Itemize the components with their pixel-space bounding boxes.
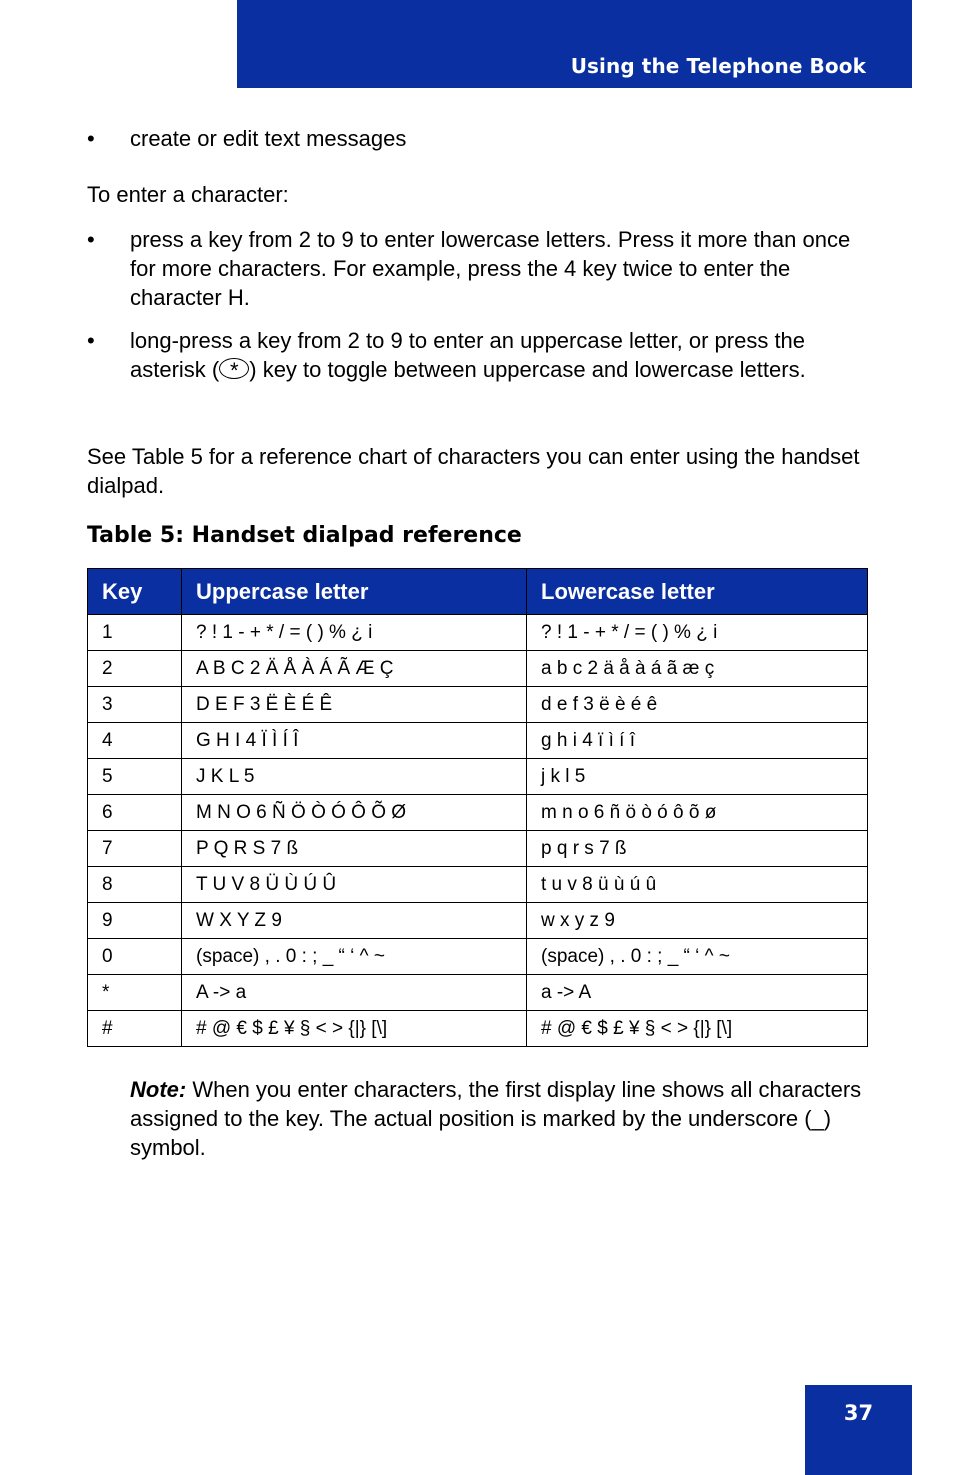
table-row <box>88 615 868 651</box>
table-row <box>88 975 868 1011</box>
lowercase-cell: ? ! 1 - + * / = ( ) % ¿ i <box>527 615 868 651</box>
text-segment: long-press a key from 2 to 9 to enter an uppercase letter, or press the asterisk ( <box>130 328 806 382</box>
uppercase-cell: # @ € $ £ ¥ § < > {|} [\] <box>182 1011 527 1047</box>
uppercase-cell: M N O 6 Ñ Ö Ò Ó Ô Õ Ø <box>182 795 527 831</box>
lowercase-cell: m n o 6 ñ ö ò ó ô õ ø <box>527 795 868 831</box>
dialpad-reference-table <box>87 568 868 1047</box>
table-title: Table 5: Handset dialpad reference <box>87 523 522 548</box>
column-header-uppercase: Uppercase letter <box>182 569 527 615</box>
key-cell: 9 <box>88 903 182 939</box>
table-row <box>88 795 868 831</box>
asterisk-key-icon: * <box>219 358 249 379</box>
page-number-box <box>805 1385 912 1475</box>
paragraph: To enter a character: <box>87 182 289 207</box>
lowercase-cell: a -> A <box>527 975 868 1011</box>
uppercase-cell: D E F 3 Ë È É Ê <box>182 687 527 723</box>
key-cell: 8 <box>88 867 182 903</box>
key-cell: 2 <box>88 651 182 687</box>
bullet-icon: • <box>87 328 95 353</box>
section-title: Using the Telephone Book <box>570 54 866 78</box>
list-item-text <box>130 326 875 384</box>
column-header-lowercase: Lowercase letter <box>527 569 868 615</box>
key-cell: 7 <box>88 831 182 867</box>
key-cell: 5 <box>88 759 182 795</box>
table-header-row <box>88 569 868 615</box>
lowercase-cell: a b c 2 ä å à á ã æ ç <box>527 651 868 687</box>
uppercase-cell: (space) , . 0 : ; _ “ ‘ ^ ~ <box>182 939 527 975</box>
table-row <box>88 651 868 687</box>
uppercase-cell: T U V 8 Ü Ù Ú Û <box>182 867 527 903</box>
table-row <box>88 759 868 795</box>
list-item-text: create or edit text messages <box>130 126 407 151</box>
lowercase-cell: (space) , . 0 : ; _ “ ‘ ^ ~ <box>527 939 868 975</box>
key-cell: 0 <box>88 939 182 975</box>
key-cell: 6 <box>88 795 182 831</box>
key-cell: 1 <box>88 615 182 651</box>
column-header-key: Key <box>88 569 182 615</box>
uppercase-cell: G H I 4 Ï Ì Í Î <box>182 723 527 759</box>
note <box>130 1075 875 1162</box>
note-label: Note: <box>130 1077 187 1102</box>
table-row <box>88 1011 868 1047</box>
text-segment: ) key to toggle between uppercase and lowercase letters. <box>249 357 806 382</box>
table-row <box>88 939 868 975</box>
key-cell: # <box>88 1011 182 1047</box>
header-bar <box>237 0 912 88</box>
table-row <box>88 687 868 723</box>
key-cell: 4 <box>88 723 182 759</box>
lowercase-cell: g h i 4 ï ì í î <box>527 723 868 759</box>
lowercase-cell: w x y z 9 <box>527 903 868 939</box>
key-cell: * <box>88 975 182 1011</box>
table-row <box>88 903 868 939</box>
uppercase-cell: P Q R S 7 ß <box>182 831 527 867</box>
page-number: 37 <box>843 1401 874 1425</box>
uppercase-cell: J K L 5 <box>182 759 527 795</box>
table-row <box>88 723 868 759</box>
lowercase-cell: j k l 5 <box>527 759 868 795</box>
lowercase-cell: p q r s 7 ß <box>527 831 868 867</box>
key-cell: 3 <box>88 687 182 723</box>
table-row <box>88 831 868 867</box>
note-text: When you enter characters, the first display line shows all characters assigned to the key. The actual position is marked by the underscore (_) symbol. <box>130 1077 862 1160</box>
uppercase-cell: A B C 2 Ä Å À Á Ã Æ Ç <box>182 651 527 687</box>
lowercase-cell: t u v 8 ü ù ú û <box>527 867 868 903</box>
uppercase-cell: A -> a <box>182 975 527 1011</box>
list-item-text: press a key from 2 to 9 to enter lowercase letters. Press it more than once for more characters. For example, press the 4 key twice to enter the character H. <box>130 227 851 310</box>
table-row <box>88 867 868 903</box>
uppercase-cell: W X Y Z 9 <box>182 903 527 939</box>
bullet-icon: • <box>87 227 95 252</box>
lowercase-cell: d e f 3 ë è é ê <box>527 687 868 723</box>
bullet-icon: • <box>87 126 95 151</box>
uppercase-cell: ? ! 1 - + * / = ( ) % ¿ i <box>182 615 527 651</box>
paragraph: See Table 5 for a reference chart of characters you can enter using the handset dialpad. <box>87 444 860 498</box>
lowercase-cell: # @ € $ £ ¥ § < > {|} [\] <box>527 1011 868 1047</box>
